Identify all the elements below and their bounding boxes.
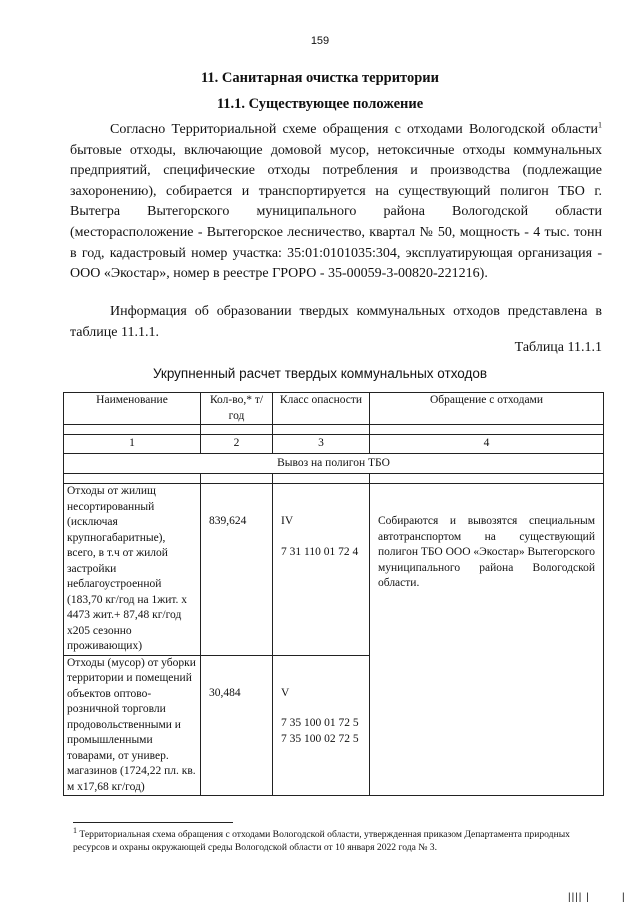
header-hazard-class: Класс опасности bbox=[273, 393, 370, 425]
table-header-row bbox=[64, 393, 604, 425]
scan-mark: |||| | bbox=[568, 892, 590, 903]
row-hazard bbox=[273, 655, 370, 796]
col-number: 1 bbox=[64, 435, 201, 454]
column-number-row bbox=[64, 435, 604, 454]
row-handling: Собираются и вывозятся специальным автотранспортом на существующий полигон ТБО ООО «Экостар» Вытегорского муниципального района Вологодской области. bbox=[370, 484, 604, 796]
paragraph-intro-start: Согласно Территориальной схеме обращения с отходами Вологодской области bbox=[110, 122, 598, 137]
table-title: Укрупненный расчет твердых коммунальных отходов bbox=[152, 366, 488, 381]
paragraph-intro-rest: бытовые отходы, включающие домовой мусор, нетоксичные отходы коммунальных предприятий, специфические отходы потребления и производства (подлежащие захоронению), собирается и транспортируется на существующий полигон ТБО г. Вытегра Вытегорского муниципального района Вологодской области (месторасположение - Вытегорское лесничество, квартал № 50, мощность - 4 тыс. тонн в год, кадастровый номер участка: 35:01:0101035:304, эксплуатирующая организация - ООО «Экостар», номер в реестре ГРОРО - 35-00059-3-00820-221216). bbox=[70, 142, 602, 282]
row-fkko-code: 7 35 100 02 72 5 bbox=[281, 732, 359, 745]
paragraph-table-ref: Информация об образовании твердых коммунальных отходов представлена в таблице 11.1.1. bbox=[70, 304, 602, 340]
row-name: Отходы (мусор) от уборки территории и помещений объектов оптово-розничной торговли продовольственными и промышленными товарами, от универ. магазинов (1724,22 пл. кв. м х17,68 кг/год) bbox=[64, 655, 201, 796]
row-name: Отходы от жилищ несортированный (исключая крупногабаритные), всего, в т.ч от жилой застройки неблагоустроенной (183,70 кг/год на 1жит. х 4473 жит.+ 87,48 кг/год х205 сезонно проживающих) bbox=[64, 484, 201, 656]
footnote-marker: 1 bbox=[73, 825, 77, 835]
section-heading: 11. Санитарная очистка территории bbox=[200, 70, 440, 86]
col-number: 4 bbox=[370, 435, 604, 454]
page-number: 159 bbox=[310, 35, 330, 47]
footnote-text: Территориальная схема обращения с отходами Вологодской области, утвержденная приказом Департамента природных ресурсов и охраны окружающей среды Вологодской области от 10 января 2022 года № 3. bbox=[73, 829, 570, 853]
row-hazard-class: IV bbox=[281, 515, 294, 527]
row-qty: 839,624 bbox=[201, 484, 273, 656]
footnote-ref[interactable]: 1 bbox=[598, 120, 602, 130]
footnote-divider bbox=[73, 822, 233, 823]
header-handling: Обращение с отходами bbox=[370, 393, 604, 425]
section-label: Вывоз на полигон ТБО bbox=[64, 453, 604, 474]
row-fkko-code: 7 31 110 01 72 4 bbox=[281, 545, 359, 558]
subsection-heading: 11.1. Существующее положение bbox=[216, 96, 424, 112]
row-hazard-class: V bbox=[281, 686, 290, 699]
table-spacer-row bbox=[64, 425, 604, 435]
table-row bbox=[64, 484, 604, 656]
row-fkko-code: 7 35 100 01 72 5 bbox=[281, 717, 359, 729]
col-number: 3 bbox=[273, 435, 370, 454]
waste-table bbox=[63, 392, 604, 796]
col-number: 2 bbox=[201, 435, 273, 454]
header-name: Наименование bbox=[64, 393, 201, 425]
row-hazard bbox=[273, 484, 370, 656]
table-spacer-row bbox=[64, 474, 604, 484]
scan-mark: | bbox=[622, 892, 625, 903]
paragraph-intro bbox=[70, 120, 602, 285]
footnote bbox=[73, 825, 603, 854]
section-row bbox=[64, 453, 604, 474]
table-label: Таблица 11.1.1 bbox=[514, 340, 602, 355]
header-qty: Кол-во,* т/год bbox=[201, 393, 273, 425]
row-qty: 30,484 bbox=[201, 655, 273, 796]
